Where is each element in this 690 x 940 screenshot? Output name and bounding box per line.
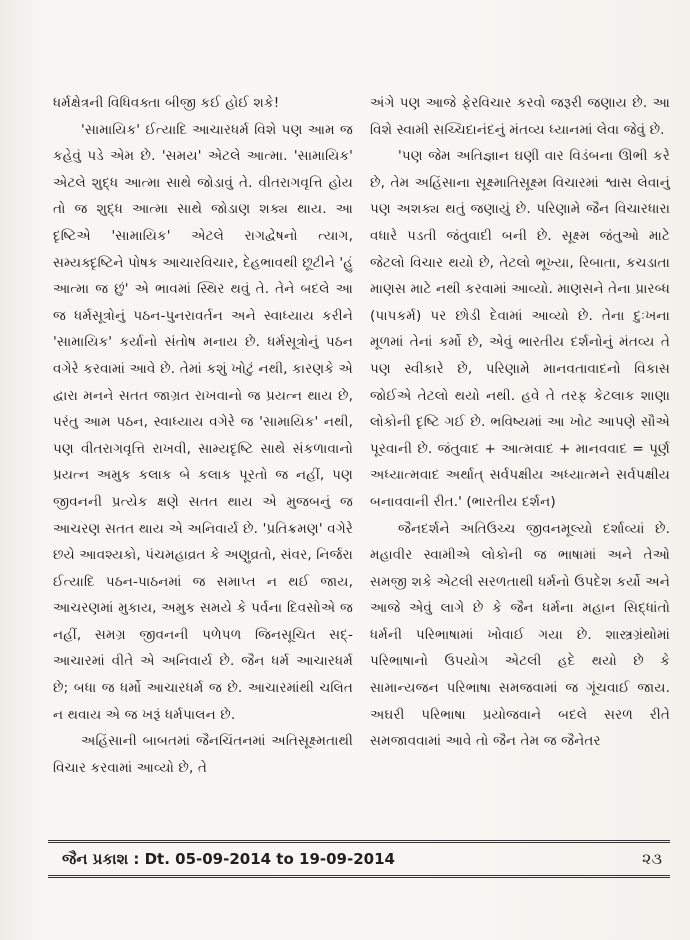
page-footer (48, 840, 670, 878)
paragraph: 'સામાયિક' ઈત્યાદિ આચારધર્મ વિશે પણ આમ જ કહેવું પડે એમ છે. 'સમય' એટલે આત્મા. 'સામાયિક' એટલે શુદ્ધ આત્મા સાથે જોડાવું તે. વીતરાગવૃત્તિ હોય તો જ શુદ્ધ આત્મા સાથે જોડાણ શક્ય થાય. આ દૃષ્ટિએ 'સામાયિક' એટલે રાગદ્વેષનો ત્યાગ, સમ્યક્દૃષ્ટિને પોષક આચારવિચાર, દેહભાવથી છૂટીને 'હું આત્મા જ છું' એ ભાવમાં સ્થિર થવું તે. તેને બદલે આ જ ધર્મસૂત્રોનું પઠન-પુનરાવર્તન અને સ્વાધ્યાય કરીને 'સામાયિક' કર્યાનો સંતોષ મનાય છે. ધર્મસૂત્રોનું પઠન વગેરે કરવામાં આવે છે. તેમાં કશું ખોટું નથી, કારણકે એ દ્વારા મનને સતત જાગ્રત રાખવાનો જ પ્રયત્ન થાય છે, પરંતુ આમ પઠન, સ્વાધ્યાય વગેરે જ 'સામાયિક' નથી, પણ વીતરાગવૃત્તિ રાખવી, સામ્યદૃષ્ટિ સાથે સંકળાવાનો પ્રયત્ન અમુક કલાક બે કલાક પૂરતો જ નહીં, પણ જીવનની પ્રત્યેક ક્ષણે સતત થાય એ મુજબનું જ આચરણ સતત થાય એ અનિવાર્ય છે. 'પ્રતિક્રમણ' વગેરે છયે આવશ્યકો, પંચમહાવ્રત કે અણુવ્રતો, સંવર, નિર્જરા ઈત્યાદિ પઠન-પાઠનમાં જ સમાપ્ત ન થઈ જાય, આચરણમાં મુકાય, અમુક સમયે કે પર્વના દિવસોએ જ નહીં, સમગ્ર જીવનની પળેપળ જિનસૂચિત સદ્-આચારમાં વીતે એ અનિવાર્ય છે. જૈન ધર્મ આચારધર્મ છે; બધા જ ધર્મો આચારધર્મ જ છે. આચારમાંથી ચલિત ન થવાય એ જ ખરૂં ધર્મપાલન છે. (53, 121, 353, 723)
left-text-column (53, 90, 353, 781)
paragraph: ધર્મક્ષેત્રની વિધિવક્તા બીજી કઈ હોઈ શકે! (53, 95, 280, 111)
paragraph: અહિંસાની બાબતમાં જૈનચિંતનમાં અતિસૂક્ષ્મતાથી વિચાર કરવામાં આવ્યો છે, તે (53, 733, 353, 776)
paragraph: જૈનદર્શને અતિઉચ્ચ જીવનમૂલ્યો દર્શાવ્યાં છે. મહાવીર સ્વામીએ લોકોની જ ભાષામાં અને તેઓ સમજી શકે એટલી સરળતાથી ધર્મનો ઉપદેશ કર્યો અને આજે એવું લાગે છે કે જૈન ધર્મના મહાન સિદ્ધાંતો ધર્મની પરિભાષામાં ખોવાઈ ગયા છે. શાસ્ત્રગ્રંથોમાં પરિભાષાનો ઉપયોગ એટલી હદે થયો છે કે સામાન્યજન પરિભાષા સમજવામાં જ ગૂંચવાઈ જાય. અઘરી પરિભાષા પ્રયોજવાને બદલે સરળ રીતે સમજાવવામાં આવે તો જૈન તેમ જ જૈનેતર (370, 520, 670, 750)
paragraph: 'પણ જેમ અતિજ્ઞાન ઘણી વાર વિડંબના ઊભી કરે છે, તેમ અહિંસાના સૂક્ષ્માતિસૂક્ષ્મ વિચારમાં શ્વાસ લેવાનું પણ અશક્ય થતું જણાયું છે. પરિણામે જૈન વિચારધારા વધારે પડતી જંતુવાદી બની છે. સૂક્ષ્મ જંતુઓ માટે જેટલો વિચાર થયો છે, તેટલો ભૂખ્યા, રિબાતા, કચડાતા માણસ માટે નથી કરવામાં આવ્યો. માણસને તેના પ્રારબ્ધ (પાપકર્મ) પર છોડી દેવામાં આવ્યો છે. તેના દુઃખના મૂળમાં તેનાં કર્મો છે, એવું ભારતીય દર્શનોનું મંતવ્ય તે પણ સ્વીકારે છે, પરિણામે માનવતાવાદનો વિકાસ જોઈએ તેટલો થયો નથી. હવે તે તરફ કેટલાક શાણા લોકોની દૃષ્ટિ ગઈ છે. ભવિષ્યમાં આ ખોટ આપણે સૌએ પૂરવાની છે. જંતુવાદ + આત્મવાદ + માનવવાદ = પૂર્ણ અધ્યાત્મવાદ અર્થાત્ સર્વપક્ષીય અધ્યાત્મને સર્વપક્ષીય બનાવવાની રીત.' (ભારતીય દર્શન) (370, 148, 670, 510)
paragraph: અંગે પણ આજે ફેરવિચાર કરવો જરૂરી જણાય છે. આ વિશે સ્વામી સચ્ચિદાનંદનું મંતવ્ય ધ્યાનમાં લેવા જેવું છે. (370, 95, 670, 138)
page-number: ૨૩ (641, 849, 662, 868)
right-text-column (370, 90, 670, 755)
footer-publication: જૈન પ્રકાશ : Dt. 05-09-2014 to 19-09-2014 (62, 850, 395, 868)
